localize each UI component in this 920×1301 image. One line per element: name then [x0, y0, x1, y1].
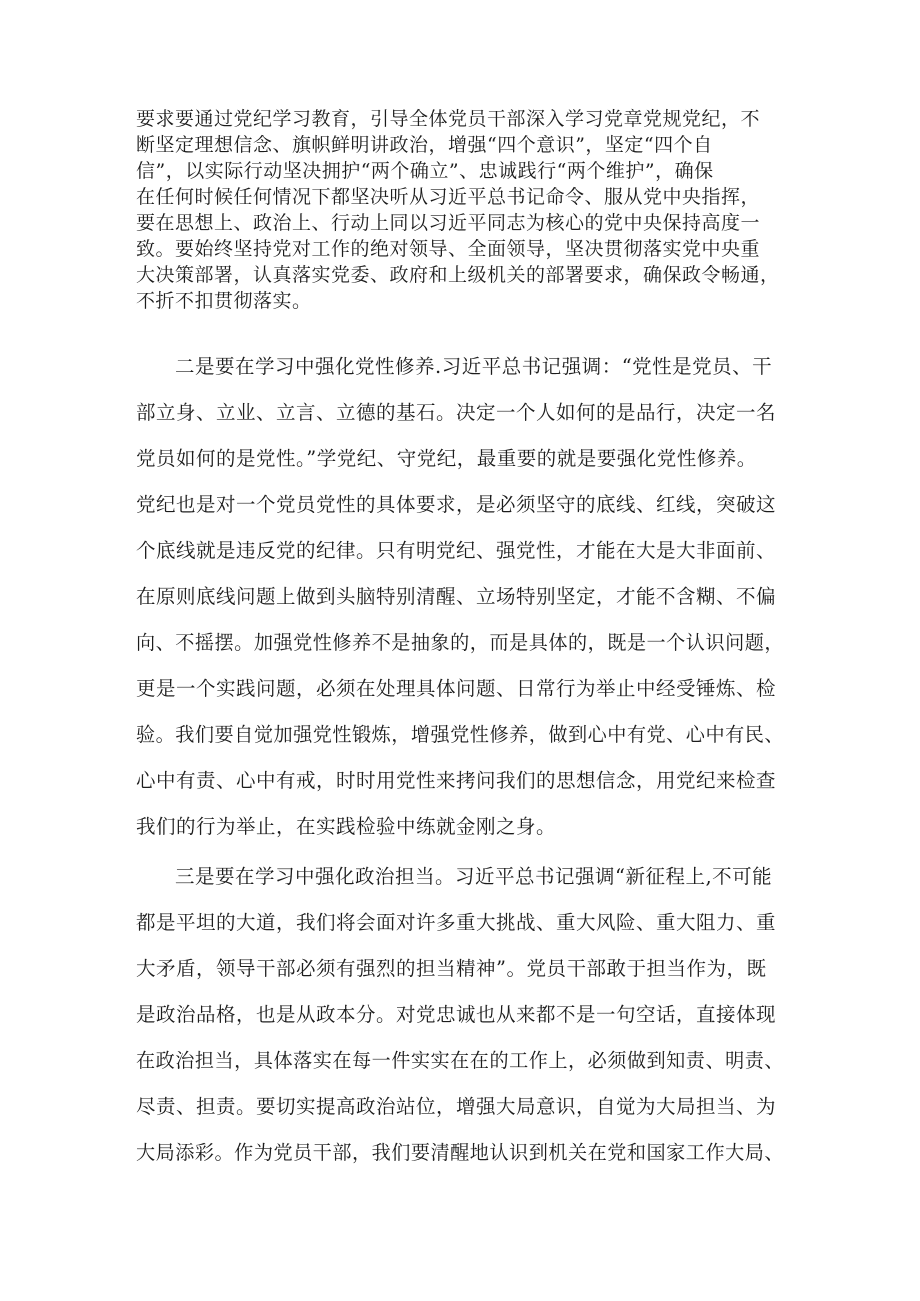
- text-line: 在政治担当，具体落实在每一件实实在在的工作上，必须做到知责、明责、: [136, 1049, 785, 1072]
- text-line: 大局添彩。作为党员干部，我们要清醒地认识到机关在党和国家工作大局、: [136, 1141, 785, 1164]
- text-line: 要在思想上、政治上、行动上同以习近平同志为核心的党中央保持高度一: [136, 212, 761, 234]
- text-line: 在任何时候任何情况下都坚决听从习近平总书记命令、服从党中央指挥，: [136, 186, 761, 208]
- text-line: 大矛盾，领导干部必须有强烈的担当精神”。党员干部敢于担当作为，既: [136, 957, 767, 980]
- text-line: 要求要通过党纪学习教育，引导全体党员干部深入学习党章党规党纪，不: [136, 108, 761, 130]
- text-line: 信”，以实际行动坚决拥护“两个确立”、忠诚践行“两个维护”，确保: [136, 160, 714, 182]
- text-line: 验。我们要自觉加强党性锻炼，增强党性修养，做到心中有党、心中有民、: [136, 723, 785, 746]
- text-line: 尽责、担责。要切实提高政治站位，增强大局意识，自觉为大局担当、为: [136, 1095, 777, 1118]
- text-line: 个底线就是违反党的纪律。只有明党纪、强党性，才能在大是大非面前、: [136, 539, 777, 562]
- text-line: 部立身、立业、立言、立德的基石。决定一个人如何的是品行，决定一名: [136, 401, 777, 424]
- text-line: 是政治品格，也是从政本分。对党忠诚也从来都不是一句空话，直接体现: [136, 1003, 777, 1026]
- text-line: 更是一个实践问题，必须在处理具体问题、日常行为举止中经受锤炼、检: [136, 677, 777, 700]
- text-line: 我们的行为举止，在实践检验中练就金刚之身。: [136, 815, 557, 838]
- text-line: 二是要在学习中强化党性修养.习近平总书记强调：“党性是党员、干: [175, 355, 773, 378]
- text-line: 不折不扣贯彻落实。: [136, 290, 312, 312]
- text-line: 三是要在学习中强化政治担当。习近平总书记强调“新征程上,不可能: [175, 865, 773, 888]
- text-line: 在原则底线问题上做到头脑特别清醒、立场特别坚定，才能不含糊、不偏: [136, 585, 777, 608]
- text-line: 断坚定理想信念、旗帜鲜明讲政治，增强“四个意识”，坚定“四个自: [136, 134, 713, 156]
- text-line: 致。要始终坚持党对工作的绝对领导、全面领导，坚决贯彻落实党中央重: [136, 238, 761, 260]
- text-line: 向、不摇摆。加强党性修养不是抽象的，而是具体的，既是一个认识问题，: [136, 631, 785, 654]
- text-line: 大决策部署，认真落实党委、政府和上级机关的部署要求，确保政令畅通，: [136, 264, 780, 286]
- text-line: 党员如何的是党性。”学党纪、守党纪，最重要的就是要强化党性修养。: [136, 447, 757, 470]
- text-line: 都是平坦的大道，我们将会面对许多重大挑战、重大风险、重大阻力、重: [136, 911, 777, 934]
- text-line: 党纪也是对一个党员党性的具体要求，是必须坚守的底线、红线，突破这: [136, 493, 777, 516]
- text-line: 心中有责、心中有戒，时时用党性来拷问我们的思想信念，用党纪来检查: [136, 769, 777, 792]
